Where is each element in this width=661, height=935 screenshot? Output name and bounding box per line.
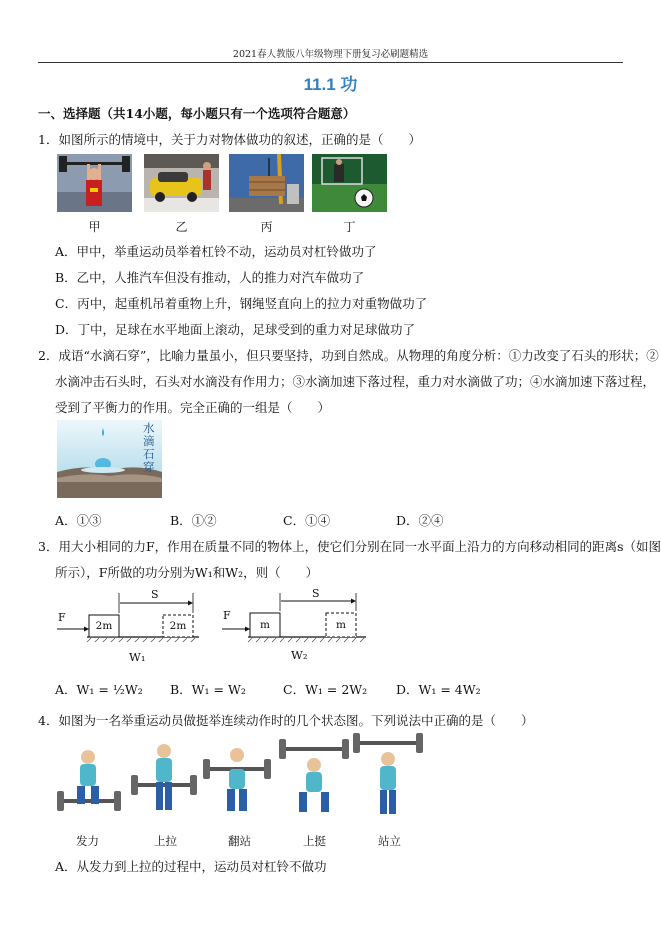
q2-line1: 2．成语“水滴石穿”，比喻力量虽小，但只要坚持，功到自然成。从物理的角度分析：①力改变了石头的形状；② <box>38 348 659 363</box>
q1-caption-a: 甲 <box>88 220 101 234</box>
q4-figure-weightlifting-sequence <box>55 733 425 833</box>
q4-stage-1-label: 发力 <box>76 834 99 848</box>
q3-fig2-block-b: m <box>336 619 346 631</box>
q1-caption-c: 丙 <box>260 220 273 234</box>
q3-line2: 所示），F所做的功分别为W₁和W₂，则（ ） <box>55 565 319 580</box>
q4-stage-4-label: 上挺 <box>303 834 326 848</box>
q4-stage-2-label: 上拉 <box>154 834 177 848</box>
q1-option-d: D．丁中，足球在水平地面上滚动，足球受到的重力对足球做功了 <box>55 322 416 337</box>
lifter-stage-2 <box>131 744 197 810</box>
q2-line2: 水滴冲击石头时，石头对水滴没有作用力；③水滴加速下落过程，重力对水滴做了功；④水滴加速下落过程， <box>55 374 656 389</box>
q4-stage-3-label: 翻站 <box>228 834 251 848</box>
q2-option-d: D．②④ <box>396 513 444 528</box>
q2-image-text: 水滴石穿 <box>143 421 155 474</box>
header-divider <box>38 62 623 63</box>
q3-line1: 3．用大小相同的力F，作用在质量不同的物体上，使它们分别在同一水平面上沿力的方向移动相同的距离s（如图 <box>38 539 661 554</box>
q3-fig2-block-a: m <box>260 619 270 631</box>
lifter-stage-4 <box>279 739 349 812</box>
q2-line3: 受到了平衡力的作用。完全正确的一组是（ ） <box>55 400 331 415</box>
q1-photo-push-car <box>144 154 219 212</box>
lifter-stage-5 <box>353 733 423 814</box>
q1-option-c: C．丙中，起重机吊着重物上升，钢绳竖直向上的拉力对重物做功了 <box>55 296 428 311</box>
q3-option-b: B．W₁ = W₂ <box>170 682 246 697</box>
lifter-stage-1 <box>57 750 121 811</box>
q1-photo-crane <box>229 154 304 212</box>
q1-stem: 1．如图所示的情境中，关于力对物体做功的叙述，正确的是（ ） <box>38 132 421 147</box>
lifter-stage-3 <box>203 748 271 811</box>
section-heading: 一、选择题（共14小题，每小题只有一个选项符合题意） <box>38 106 356 121</box>
q3-option-a: A．W₁ = ½W₂ <box>55 682 143 697</box>
q3-fig1-block-a: 2m <box>95 620 113 632</box>
q3-fig2-label: W₂ <box>291 648 308 662</box>
q4-stem: 4．如图为一名举重运动员做挺举连续动作时的几个状态图。下列说法中正确的是（ ） <box>38 713 534 728</box>
q3-fig1-block-b: 2m <box>169 620 187 632</box>
q4-stage-5-label: 站立 <box>378 834 401 848</box>
q3-option-c: C．W₁ = 2W₂ <box>283 682 368 697</box>
q1-photo-weightlifter <box>57 154 132 212</box>
q2-option-c: C．①④ <box>283 513 331 528</box>
page-header: 2021春人教版八年级物理下册复习必刷题精选 <box>232 49 429 60</box>
q2-photo-water-drop <box>57 420 162 498</box>
page-title: 11.1 功 <box>303 75 358 94</box>
q1-photo-football <box>312 154 387 212</box>
q1-caption-b: 乙 <box>175 220 188 234</box>
q4-option-a: A．从发力到上拉的过程中，运动员对杠铃不做功 <box>55 859 327 874</box>
q3-option-d: D．W₁ = 4W₂ <box>396 682 481 697</box>
q3-fig1-force: F <box>58 611 66 624</box>
q2-option-b: B．①② <box>170 513 217 528</box>
q2-option-a: A．①③ <box>55 513 102 528</box>
q1-caption-d: 丁 <box>343 220 356 234</box>
q1-option-a: A．甲中，举重运动员举着杠铃不动，运动员对杠铃做功了 <box>55 244 377 259</box>
q3-fig2-force: F <box>223 609 231 622</box>
q3-fig1-dist: S <box>151 588 159 601</box>
q1-option-b: B．乙中，人推汽车但没有推动，人的推力对汽车做功了 <box>55 270 365 285</box>
q3-fig2-dist: S <box>312 587 320 600</box>
q3-fig1-label: W₁ <box>129 650 146 664</box>
